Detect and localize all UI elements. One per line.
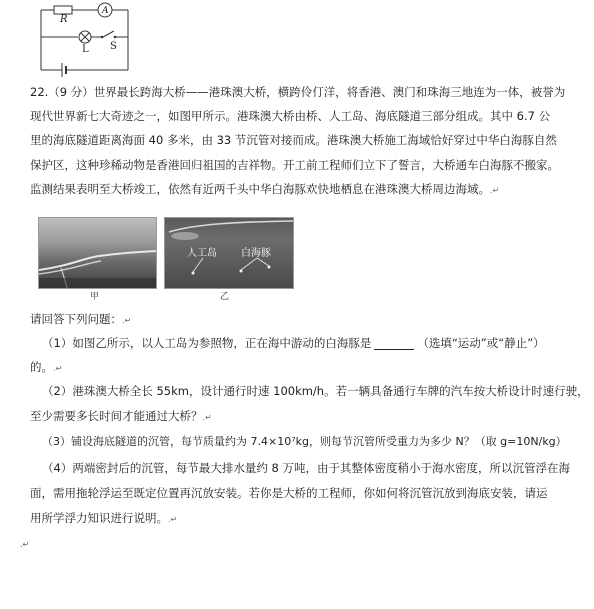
subquestion-2-line-2: 至少需要多长时间才能通过大桥？.↵ — [30, 409, 212, 423]
paragraph-mark: .↵ — [20, 540, 30, 549]
subquestion-1-line-2: 的。.↵ — [30, 360, 63, 374]
question-intro-line-2: 现代世界新七大奇迹之一，如图甲所示。港珠澳大桥由桥、人工岛、海底隧道三部分组成。其中 6.7 公 — [30, 109, 551, 123]
subquestion-4-line-2: 面，需用拖轮浮运至既定位置再沉放安装。若你是大桥的工程师，你如何将沉管沉放到海底安装，请运 — [30, 486, 548, 500]
subquestion-4-line-1: （4）两端密封后的沉管，每节最大排水量约 8 万吨，由于其整体密度稍小于海水密度，所以沉管浮在海 — [42, 461, 570, 475]
subquestion-1-line-1: （1）如图乙所示，以人工岛为参照物，正在海中游动的白海豚是 （选填“运动”或“静止”） — [42, 336, 545, 350]
question-prompt: 请回答下列问题：.↵ — [30, 312, 132, 326]
subquestion-4-line-3: 用所学浮力知识进行说明。.↵ — [30, 511, 178, 525]
label-lamp: L — [82, 44, 89, 55]
circuit-diagram — [36, 0, 136, 78]
tag-white-dolphin: 白海豚 — [241, 248, 271, 259]
label-ammeter: A — [102, 6, 109, 16]
photo-yi-label: 乙 — [220, 292, 230, 302]
label-switch: S — [110, 41, 117, 52]
answer-blank[interactable] — [374, 338, 414, 350]
photo-island-dolphins — [164, 217, 294, 289]
tag-artificial-island: 人工岛 — [187, 248, 217, 259]
question-intro-line-5: 监测结果表明至大桥竣工，依然有近两千头中华白海豚欢快地栖息在港珠澳大桥周边海域。.↵ — [30, 182, 500, 196]
question-intro-line-4: 保护区，这种珍稀动物是香港回归祖国的吉祥物。开工前工程师们立下了誓言，大桥通车白海豚不搬家。 — [30, 158, 559, 172]
question-intro-line-3: 里的海底隧道距离海面 40 多米，由 33 节沉管对接而成。港珠澳大桥施工海域恰好穿过中华白海豚自然 — [30, 133, 557, 147]
subquestion-3: （3）铺设海底隧道的沉管，每节质量约为 7.4×10⁷kg，则每节沉管所受重力为多少 N？（取 g=10N/kg） — [42, 435, 567, 448]
photo-bridge — [38, 217, 157, 289]
question-intro-line-1: 22.（9 分）世界最长跨海大桥——港珠澳大桥，横跨伶仃洋，将香港、澳门和珠海三地连为一体，被誉为 — [30, 85, 566, 99]
photo-jia-label: 甲 — [90, 292, 100, 302]
label-resistor: R — [60, 14, 68, 25]
subquestion-2-line-1: （2）港珠澳大桥全长 55km，设计通行时速 100km/h。若一辆具备通行车牌的汽车按大桥设计时速行驶， — [42, 384, 589, 398]
